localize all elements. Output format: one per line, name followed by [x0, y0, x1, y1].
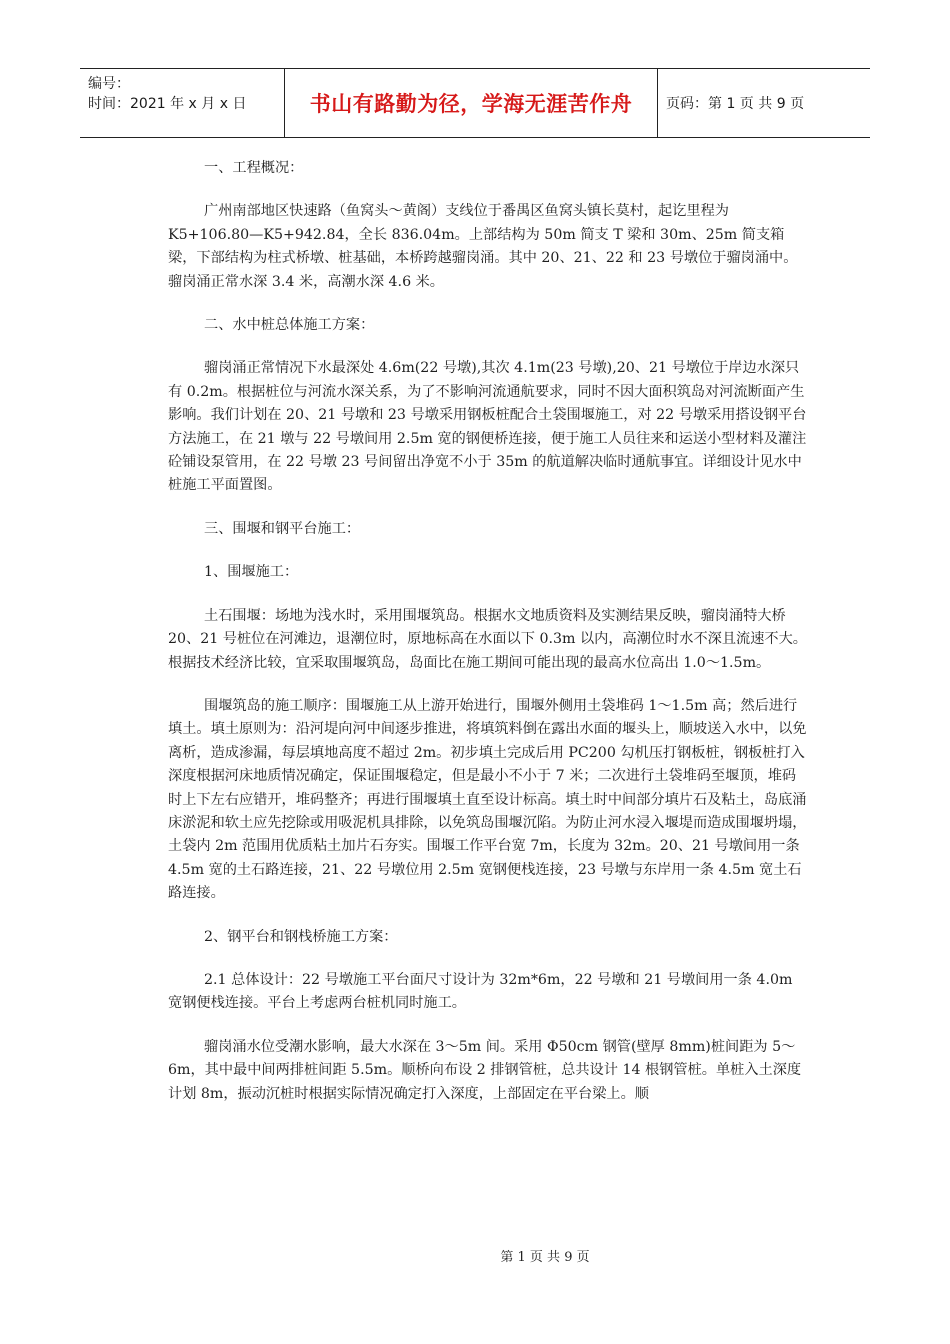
- paragraph: 围堰筑岛的施工顺序：围堰施工从上游开始进行，围堰外侧用土袋堆码 1～1.5m 高；然后进行填土。填土原则为：沿河堤向河中间逐步推进，将填筑料倒在露出水面的堰头上，顺坡送入水中，以免离析，造成渗漏，每层填地高度不超过 2m。初步填土完成后用 PC200 勾机压打钢板桩，钢板桩打入深度根据河床地质情况确定，保证围堰稳定，但是最小不小于 7 米；二次进行土袋堆码至堰顶，堆码时上下左右应错开，堆码整齐；再进行围堰填土直至设计标高。填土时中间部分填片石及粘土，岛底涌床淤泥和软土应先挖除或用吸泥机具排除，以免筑岛围堰沉陷。为防止河水浸入堰堤而造成围堰坍塌，土袋内 2m 范围用优质粘土加片石夯实。围堰工作平台宽 7m，长度为 32m。20、21 号墩间用一条 4.5m 宽的土石路连接，21、22 号墩位用 2.5m 宽钢便栈连接，23 号墩与东岸用一条 4.5m 宽土石路连接。: [168, 697, 807, 902]
- section-heading: 二、水中桩总体施工方案：: [204, 317, 375, 334]
- section-heading: 三、围堰和钢平台施工：: [204, 520, 361, 537]
- footer-page-number: 第 1 页 共 9 页: [500, 1250, 590, 1265]
- subsection-heading: 2、钢平台和钢栈桥施工方案：: [204, 928, 398, 945]
- number-label: 编号：: [88, 76, 130, 92]
- section-heading: 一、工程概况：: [204, 160, 304, 176]
- paragraph: 广州南部地区快速路（鱼窝头～黄阁）支线位于番禺区鱼窝头镇长莫村，起讫里程为 K5+106.80—K5+942.84，全长 836.04m。上部结构为 50m 简支 T 梁和 30m、25m 简支箱梁，下部结构为柱式桥墩、桩基础，本桥跨越骝岗涌。其中 20、21、22 和 23 号墩位于骝岗涌中。骝岗涌正常水深 3.4 米，高潮水深 4.6 米。: [168, 203, 798, 290]
- document-body: [168, 157, 808, 1126]
- date-label: 时间：2021 年 x 月 x 日: [88, 96, 247, 112]
- page-info: 页码：第 1 页 共 9 页: [666, 96, 805, 112]
- paragraph: 土石围堰：场地为浅水时，采用围堰筑岛。根据水文地质资料及实测结果反映，骝岗涌特大桥 20、21 号桩位在河滩边，退潮位时，原地标高在水面以下 0.3m 以内，高潮位时水不深且流速不大。根据技术经济比较，宜采取围堰筑岛，岛面比在施工期间可能出现的最高水位高出 1.0～1.5m。: [168, 607, 807, 671]
- header-meta: [80, 69, 285, 137]
- page-footer: [0, 1246, 950, 1265]
- paragraph: 骝岗涌水位受潮水影响，最大水深在 3～5m 间。采用 Φ50cm 钢管(壁厚 8mm)桩间距为 5～6m，其中最中间两排桩间距 5.5m。顺桥向布设 2 排钢管桩，总共设计 14 根钢管桩。单桩入土深度计划 8m，振动沉桩时根据实际情况确定打入深度，上部固定在平台梁上。顺: [168, 1038, 802, 1102]
- motto-text: 书山有路勤为径，学海无涯苦作舟: [309, 92, 633, 116]
- header-page-info-cell: [658, 69, 870, 137]
- paragraph: 2.1 总体设计：22 号墩施工平台面尺寸设计为 32m*6m，22 号墩和 21 号墩间用一条 4.0m 宽钢便栈连接。平台上考虑两台桩机同时施工。: [168, 971, 793, 1012]
- header-motto-cell: [285, 69, 658, 137]
- document-header: [80, 68, 870, 138]
- paragraph: 骝岗涌正常情况下水最深处 4.6m(22 号墩),其次 4.1m(23 号墩),20、21 号墩位于岸边水深只有 0.2m。根据桩位与河流水深关系，为了不影响河流通航要求，同时不因大面积筑岛对河流断面产生影响。我们计划在 20、21 号墩和 23 号墩采用钢板桩配合土袋围堰施工，对 22 号墩采用搭设钢平台方法施工，在 21 墩与 22 号墩间用 2.5m 宽的钢便桥连接，便于施工人员往来和运送小型材料及灌注砼铺设泵管用，在 22 号墩 23 号间留出净宽不小于 35m 的航道解决临时通航事宜。详细设计见水中桩施工平面置图。: [168, 360, 807, 494]
- subsection-heading: 1、围堰施工：: [204, 564, 299, 581]
